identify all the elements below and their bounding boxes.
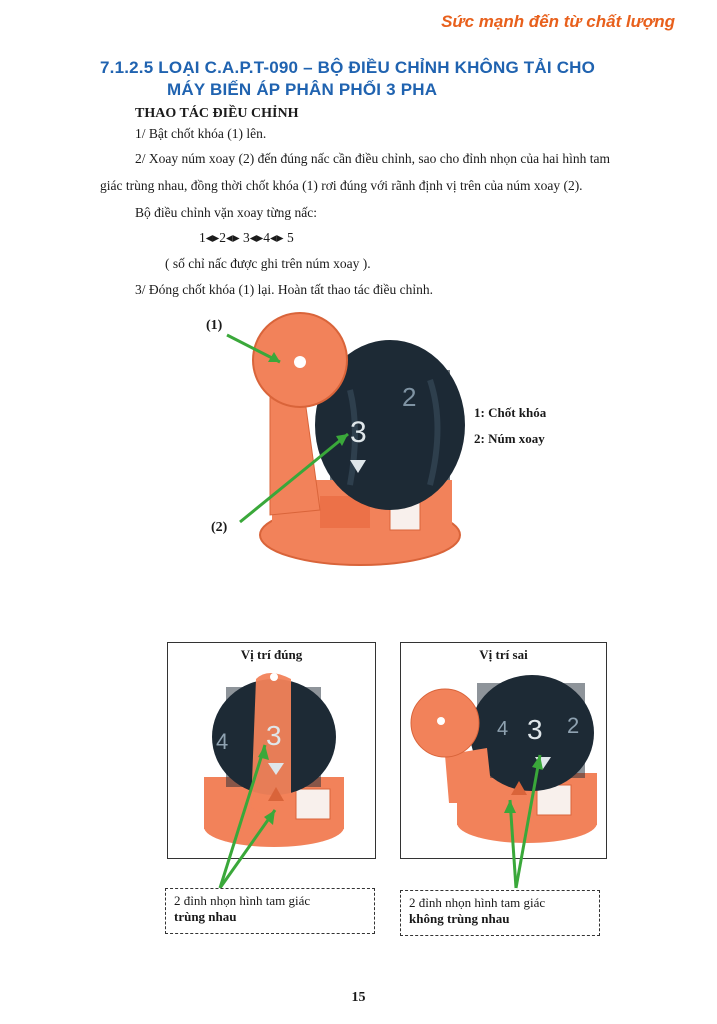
correct-dial-number-3: 3 [266,720,282,751]
step-note: ( số chỉ nấc được ghi trên núm xoay ). [165,256,371,271]
instructions-heading: THAO TÁC ĐIỀU CHỈNH [135,106,299,121]
correct-note-line2: trùng nhau [174,909,237,924]
wrong-position-title: Vị trí sai [479,647,528,662]
lock-pin-hole [294,356,306,368]
step-intro: Bộ điều chỉnh vặn xoay từng nấc: [135,205,318,220]
tap-changer-illustration [200,310,470,580]
correct-position-note [165,888,375,934]
dial-number-3: 3 [350,416,367,449]
arrow-wrong-base [510,800,516,888]
section-title [100,57,660,101]
page-number: 15 [351,990,366,1005]
step-2-line-a: 2/ Xoay núm xoay (2) đến đúng nấc cần điều chỉnh, sao cho đỉnh nhọn của hai hình tam [135,151,611,166]
wrong-note-line2: không trùng nhau [409,911,510,926]
pointer-arrows [160,640,620,900]
wrong-note-line1: 2 đỉnh nhọn hình tam giác [409,895,546,910]
wrong-dial-number-4: 4 [497,718,509,740]
section-title-line1: 7.1.2.5 LOẠI C.A.P.T-090 – BỘ ĐIỀU CHỈNH KHÔNG TẢI CHO [100,58,596,77]
step-2-line-b: giác trùng nhau, đồng thời chốt khóa (1) rơi đúng với rãnh định vị trên của núm xoay (2). [100,178,583,193]
arrow-correct-dial [220,745,265,888]
callout-1: (1) [206,318,223,333]
step-3: 3/ Đóng chốt khóa (1) lại. Hoàn tất thao tác điều chỉnh. [135,282,434,297]
correct-note-line1: 2 đỉnh nhọn hình tam giác [174,893,311,908]
dial-number-2: 2 [402,382,417,412]
legend-dial: 2: Núm xoay [474,431,545,446]
legend-lock-pin: 1: Chốt khóa [474,405,547,420]
wrong-dial-number-3: 3 [527,714,543,745]
step-sequence: 1◂▸2◂▸ 3◂▸4◂▸ 5 [199,230,294,245]
section-title-line2: MÁY BIẾN ÁP PHÂN PHỐI 3 PHA [167,80,438,99]
correct-position-title: Vị trí đúng [240,647,303,662]
step-1: 1/ Bật chốt khóa (1) lên. [135,126,267,141]
wrong-position-note [400,890,600,936]
arrow-correct-base [220,810,275,888]
arrow-wrong-dial [516,755,540,888]
wrong-dial-number-2: 2 [567,713,580,738]
callout-2: (2) [211,520,228,535]
correct-dial-number-4: 4 [216,729,229,754]
header-brand: Sức mạnh đến từ chất lượng [441,12,675,31]
